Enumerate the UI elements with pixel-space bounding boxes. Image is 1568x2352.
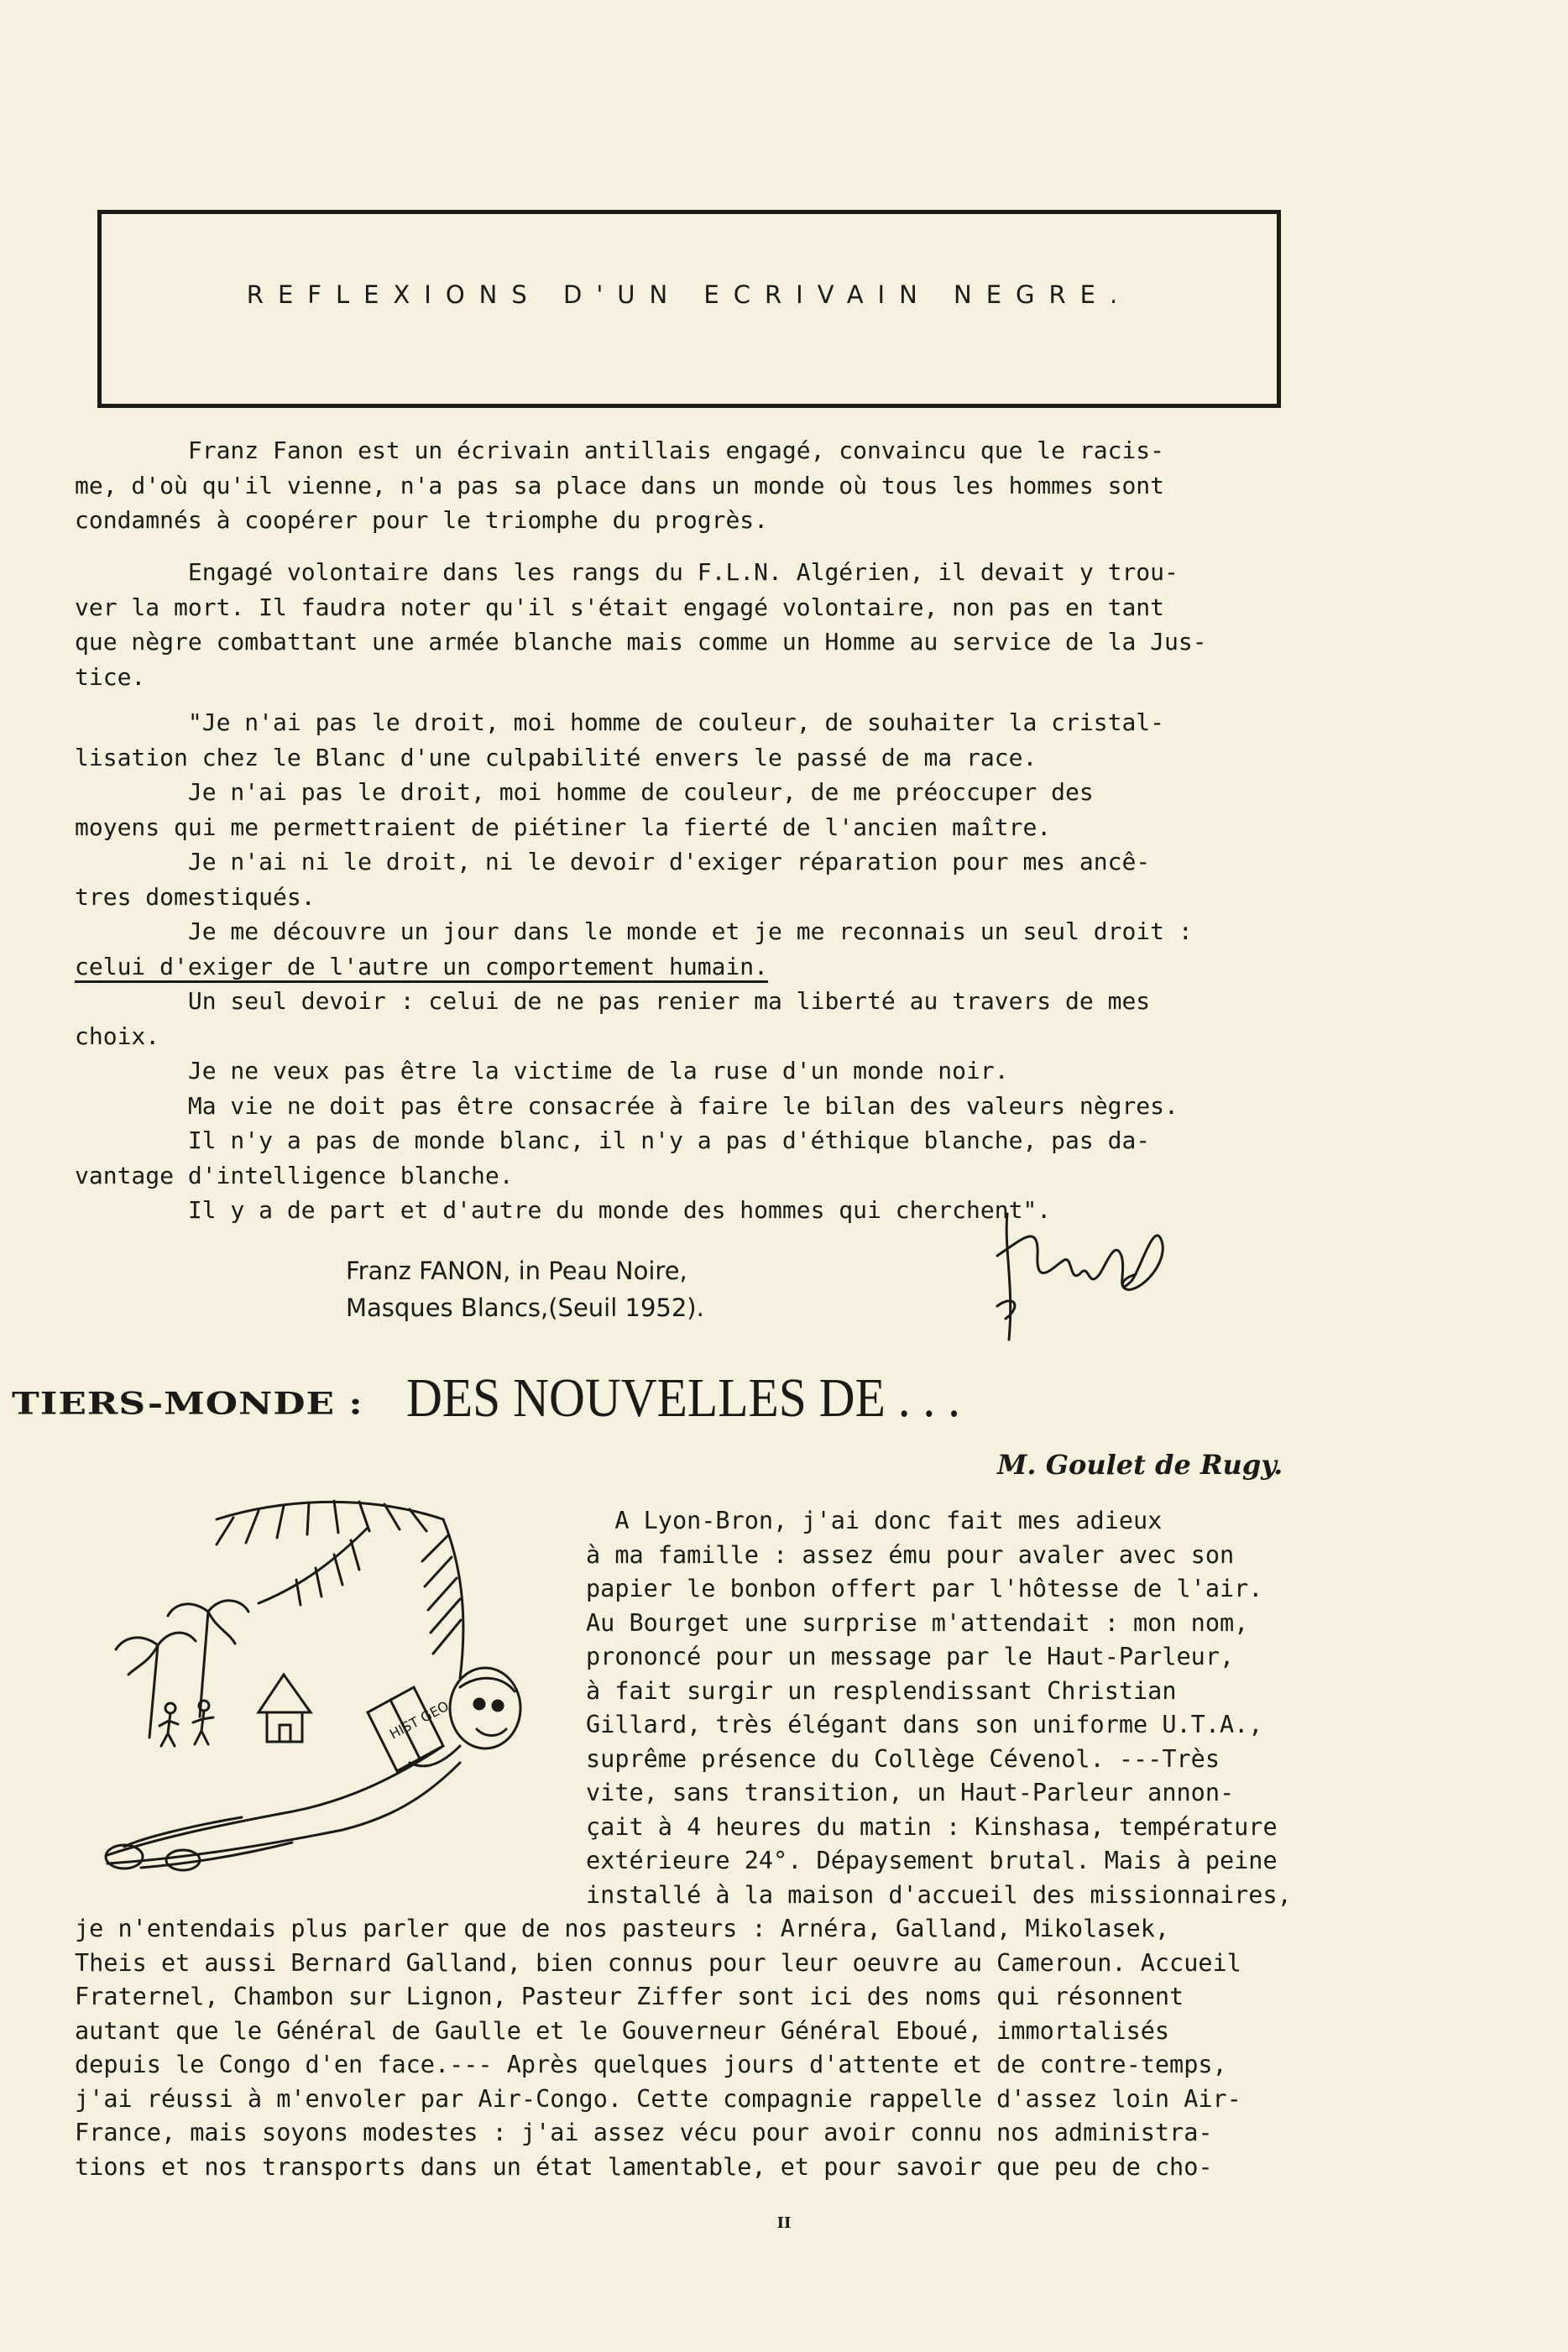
section-title-text: DES NOUVELLES DE . . . (406, 1367, 961, 1429)
intro-paragraph-1: Franz Fanon est un écrivain antillais engagé, convaincu que le racis- me, d'où qu'il vienne, n'a pas sa place dans un monde où tous les hommes sont condamnés à coopérer pour le triomphe du progrès. (75, 436, 1165, 534)
section-heading (12, 1367, 1022, 1430)
quote-underlined: celui d'exiger de l'autre un comportement humain. (75, 953, 768, 983)
quote-part-1: "Je n'ai pas le droit, moi homme de couleur, de souhaiter la cristal- lisation chez le Blanc d'une culpabilité envers le passé de ma race. Je n'ai pas le droit, moi homme de couleur, de me préoccuper des moyens qui me permettraient de piétiner la fierté de l'ancien maître. Je n'ai ni le droit, ni le devoir d'exiger réparation pour mes ancê- tres domestiqués. Je me découvre un jour dans le monde et je me reconnais un seul droit : (75, 708, 1193, 945)
title-box (97, 210, 1281, 408)
quote-part-2: Un seul devoir : celui de ne pas renier ma liberté au travers de mes choix. Je ne veux pas être la victime de la ruse d'un monde noir. Ma vie ne doit pas être consacrée à faire le bilan des valeurs nègres. Il n'y a pas de monde blanc, il n'y a pas d'éthique blanche, pas da- vantage d'intelligence blanche. Il y a de part et d'autre du monde des hommes qui cherchent". (75, 987, 1179, 1224)
page-number: II (776, 2214, 792, 2232)
intro-paragraph-2: Engagé volontaire dans les rangs du F.L.N. Algérien, il devait y trou- ver la mort. Il faudra noter qu'il s'était engagé volontaire, non pas en tant que nègre combattant une armée blanche mais comme un Homme au service de la Jus- tice. (75, 558, 1207, 691)
signature-image (989, 1205, 1190, 1348)
book-cover-text: HIST GEO (386, 1697, 452, 1743)
citation: Franz FANON, in Peau Noire, Masques Blancs,(Seuil 1952). (346, 1257, 704, 1322)
fanon-quote (75, 705, 1193, 1228)
article-column-text: A Lyon-Bron, j'ai donc fait mes adieux à ma famille : assez ému pour avaler avec son papier le bonbon offert par l'hôtesse de l'air. Au Bourget une surprise m'attendait : mon nom, prononcé pour un message par le Haut-Parleur, à fait surgir un resplendissant Christian Gillard, très élégant dans son uniforme U.T.A., suprême présence du Collège Cévenol. ---Très vite, sans transition, un Haut-Parleur annon- çait à 4 heures du matin : Kinshasa, température extérieure 24°. Dépaysement brutal. Mais à peine installé à la maison d'accueil des missionnaires, (586, 1507, 1292, 1909)
author-name: M. Goulet de Rugy. (997, 1449, 1283, 1481)
section-label: TIERS-MONDE : (12, 1386, 363, 1422)
reclining-reader-illustration (91, 1494, 536, 1880)
article-body-text: je n'entendais plus parler que de nos pasteurs : Arnéra, Galland, Mikolasek, Theis et aussi Bernard Galland, bien connus pour leur oeuvre au Cameroun. Accueil Fraternel, Chambon sur Lignon, Pasteur Ziffer sont ici des noms qui résonnent autant que le Général de Gaulle et le Gouverneur Général Eboué, immortalisés depuis le Congo d'en face.--- Après quelques jours d'attente et de contre-temps, j'ai réussi à m'envoler par Air-Congo. Cette compagnie rappelle d'assez loin Air- France, mais soyons modestes : j'ai assez vécu pour avoir connu nos administra- tions et nos transports dans un état lamentable, et pour savoir que peu de cho- (75, 1915, 1241, 2181)
article-title: REFLEXIONS D'UN ECRIVAIN NEGRE. (246, 280, 1132, 309)
